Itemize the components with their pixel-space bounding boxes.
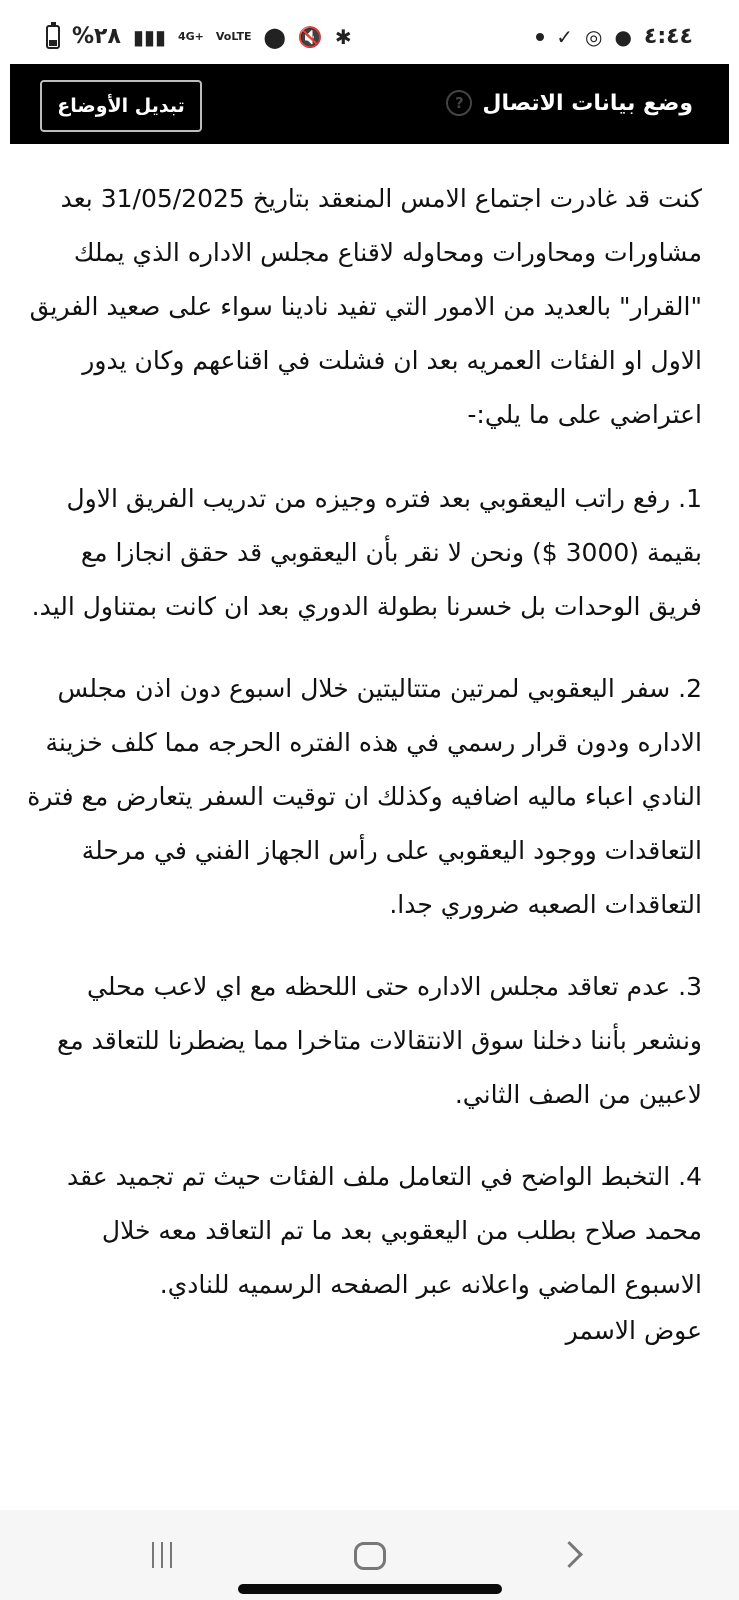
message-content xyxy=(22,172,702,1350)
network-type: 4G+ xyxy=(177,29,204,43)
message-signature: عوض الاسمر xyxy=(565,1316,702,1345)
mode-title-text: وضع بيانات الاتصال xyxy=(482,90,693,116)
check-download-icon: ✓ xyxy=(556,24,573,49)
message-point-2: 2. سفر اليعقوبي لمرتين متتاليتين خلال اسبوع دون اذن مجلس الاداره ودون قرار رسمي في هذه الفتره الحرجه مما كلف خزينة النادي اعباء ماليه اضافيه وكذلك ان توقيت السفر يتعارض مع فترة التعاقدات ووجود اليعقوبي على رأس الجهاز الفني في مرحلة التعاقدات الصعبه ضروري جدا. xyxy=(27,674,702,919)
instagram-icon: ◎ xyxy=(585,24,603,49)
switch-modes-button[interactable]: تبديل الأوضاع xyxy=(40,80,202,132)
back-icon[interactable] xyxy=(558,1540,578,1570)
battery-icon xyxy=(46,25,60,49)
navigation-bar xyxy=(0,1510,739,1600)
signal-icon: ▮▮▮ xyxy=(132,24,166,49)
messenger-icon: ● xyxy=(614,24,632,49)
status-bar xyxy=(0,0,739,64)
message-intro: كنت قد غادرت اجتماع الامس المنعقد بتاريخ 31/05/2025 بعد مشاورات ومحاورات ومحاوله لاقناع مجلس الاداره الذي يملك "القرار" بالعديد من الامور التي تفيد نادينا سواء على صعيد الفريق الاول او الفئات العمريه بعد ان فشلت في اقناعهم وكان يدور اعتراضي على ما يلي:- xyxy=(29,184,702,429)
status-left-cluster xyxy=(46,24,352,49)
data-mode-bar xyxy=(10,64,729,144)
message-point-4: 4. التخبط الواضح في التعامل ملف الفئات حيث تم تجميد عقد محمد صلاح بطلب من اليعقوبي بعد ما تم التعاقد معه خلال الاسبوع الماضي واعلانه عبر الصفحه الرسميه للنادي. xyxy=(66,1162,702,1299)
battery-percent: %٢٨ xyxy=(72,24,121,49)
mute-icon: 🔇 xyxy=(297,24,323,49)
home-gesture-pill[interactable] xyxy=(238,1584,502,1594)
mode-title xyxy=(446,90,693,116)
bluetooth-icon: ✱ xyxy=(334,24,352,49)
status-time: ٤:٤٤ xyxy=(643,24,693,49)
location-icon: ⬤ xyxy=(263,24,286,49)
message-point-3: 3. عدم تعاقد مجلس الاداره حتى اللحظه مع اي لاعب محلي ونشعر بأننا دخلنا سوق الانتقالات متاخرا مما يضطرنا للتعاقد مع لاعبين من الصف الثاني. xyxy=(56,972,702,1109)
dot-icon xyxy=(536,33,544,41)
home-icon[interactable] xyxy=(354,1542,386,1570)
status-right-cluster xyxy=(536,24,693,49)
volte-indicator: VoLTE xyxy=(215,29,252,43)
recent-apps-icon[interactable] xyxy=(152,1542,172,1568)
battery-fill xyxy=(49,40,57,46)
help-icon[interactable]: ? xyxy=(446,90,472,116)
message-point-1: 1. رفع راتب اليعقوبي بعد فتره وجيزه من تدريب الفريق الاول بقيمة (3000 $) ونحن لا نقر بأن اليعقوبي قد حقق انجازا مع فريق الوحدات بل خسرنا بطولة الدوري بعد ان كانت بمتناول اليد. xyxy=(31,484,702,621)
